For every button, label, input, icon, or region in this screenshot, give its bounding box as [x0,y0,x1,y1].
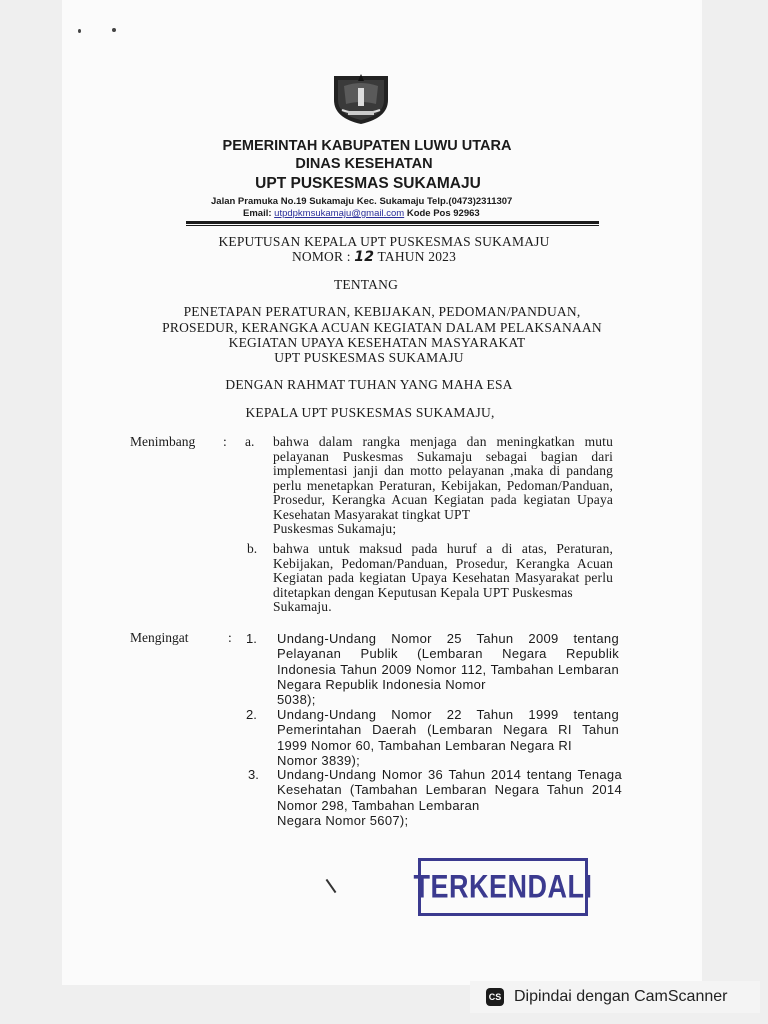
letterhead-contact [243,208,480,219]
menimbang-colon: : [223,434,227,449]
reference-marker: 1. [246,631,257,646]
clause-text [273,435,613,537]
mengingat-label: Mengingat [130,630,189,645]
letterhead-unit: UPT PUSKESMAS SUKAMAJU [255,175,481,192]
clause-body: bahwa untuk maksud pada huruf a di atas, Peraturan, Kebijakan, Pedoman/Panduan, Prosedur, Kerangka Acuan Kegiatan pada kegiatan Upaya Kesehatan Masyarakat perlu ditetapkan dengan Keputusan Kepala UPT Puskesmas [273,541,613,600]
reference-body: Undang-Undang Nomor 22 Tahun 1999 tentang Pemerintahan Daerah (Lembaran Negara RI Tahun 1999 Nomor 60, Tambahan Lembaran Negara RI [277,707,619,753]
reference-text [277,631,619,707]
reference-body: Undang-Undang Nomor 36 Tahun 2014 tentang Tenaga Kesehatan (Tambahan Lembaran Negara Tahun 2014 Nomor 298, Tambahan Lembaran [277,767,622,813]
clause-last-line: Puskesmas Sukamaju; [273,521,397,536]
subject-line: UPT PUSKESMAS SUKAMAJU [274,350,464,365]
camscanner-icon: CS [486,988,504,1006]
scan-speck [78,29,81,33]
decree-title: KEPUTUSAN KEPALA UPT PUSKESMAS SUKAMAJU [218,234,550,249]
scan-speck [112,28,116,32]
invocation: DENGAN RAHMAT TUHAN YANG MAHA ESA [225,377,513,392]
clause-marker: b. [247,541,258,556]
reference-marker: 2. [246,707,257,722]
reference-marker: 3. [248,767,259,782]
clause-marker: a. [245,434,255,449]
regency-seal-logo [328,70,394,126]
reference-text [277,707,619,768]
scanner-watermark [470,981,760,1013]
stamp-text: TERKENDALI [413,868,593,905]
reference-last-line: 5038); [277,692,316,708]
official-title: KEPALA UPT PUSKESMAS SUKAMAJU, [245,405,495,420]
letterhead-rule [186,221,599,224]
reference-last-line: Nomor 3839); [277,752,361,768]
postcode: Kode Pos 92963 [404,208,480,219]
menimbang-label: Menimbang [130,434,196,449]
letterhead-rule-thin [186,225,599,226]
letterhead-agency: DINAS KESEHATAN [295,156,433,172]
clause-last-line: Sukamaju. [273,599,332,614]
reference-body: Undang-Undang Nomor 25 Tahun 2009 tentang Pelayanan Publik (Lembaran Negara Republik Indonesia Tahun 2009 Nomor 112, Tambahan Lembaran Negara Republik Indonesia Nomor [277,631,619,692]
reference-last-line: Negara Nomor 5607); [277,812,409,828]
clause-body: bahwa dalam rangka menjaga dan meningkatkan mutu pelayanan Puskesmas Sukamaju sebagai bagian dari implementasi janji dan motto pelayanan ,maka di pandang perlu menetapkan Peraturan, Kebijakan, Pedoman/Panduan, Prosedur, Kerangka Acuan Kegiatan pada kegiatan Upaya Kesehatan Masyarakat tingkat UPT [273,434,613,522]
decree-number [0,249,758,265]
clause-text [273,542,613,615]
decree-year: TAHUN 2023 [374,249,457,264]
subject-line: KEGIATAN UPAYA KESEHATAN MASYARAKAT [228,335,526,350]
tentang-heading: TENTANG [333,277,399,292]
mengingat-colon: : [228,630,232,645]
number-value: 12 [354,249,375,265]
subject-line: PROSEDUR, KERANGKA ACUAN KEGIATAN DALAM PELAKSANAAN [162,320,602,335]
subject-line: PENETAPAN PERATURAN, KEBIJAKAN, PEDOMAN/PANDUAN, [183,304,581,319]
controlled-stamp [413,858,593,916]
scanner-text: Dipindai dengan CamScanner [514,988,728,1005]
number-label: NOMOR : [291,249,355,264]
letterhead-government: PEMERINTAH KABUPATEN LUWU UTARA [222,138,512,154]
email-link[interactable]: utpdpkmsukamaju@gmail.com [274,208,405,219]
letterhead-address: Jalan Pramuka No.19 Sukamaju Kec. Sukamaju Telp.(0473)2311307 [211,196,513,207]
reference-text [277,767,622,828]
email-label: Email: [243,208,275,219]
